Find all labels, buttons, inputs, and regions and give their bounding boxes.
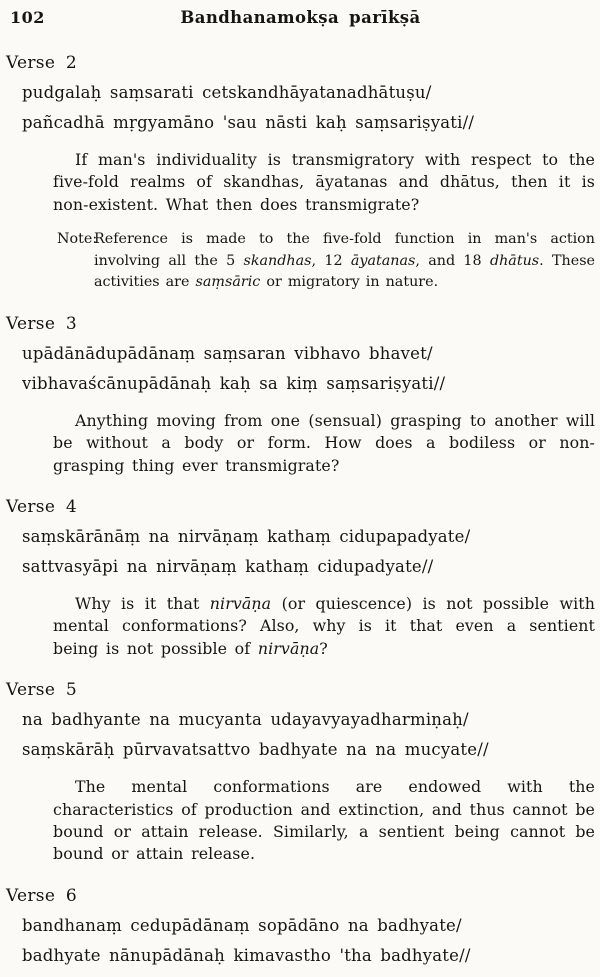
- sanskrit-line: saṃskārānāṃ na nirvāṇaṃ kathaṃ cidupapadyate/: [22, 526, 471, 546]
- sanskrit-line: pañcadhā mṛgyamāno 'sau nāsti kaḥ saṃsariṣyati//: [22, 113, 475, 132]
- verse-section: [6, 312, 595, 477]
- verse-section: [6, 884, 595, 971]
- verse-section: [6, 51, 595, 294]
- verse-translation: The mental conformations are endowed with the characteristics of production and extinction, and thus cannot be bound or attain release. Similarly, a sentient being cannot be bound or attain release.: [53, 777, 595, 864]
- sanskrit-lines: [6, 78, 595, 138]
- sanskrit-lines: [6, 339, 595, 399]
- verse-translation: Anything moving from one (sensual) grasping to another will be without a body or form. How does a bodiless or non-grasping thing ever transmigrate?: [53, 410, 595, 475]
- page-number: 102: [10, 8, 45, 27]
- sanskrit-line: sattvasyāpi na nirvāṇaṃ kathaṃ cidupadyate//: [22, 556, 434, 576]
- verse-heading: Verse 5: [6, 680, 78, 701]
- note-label: Note:: [57, 231, 98, 248]
- verse-translation: Why is it that nirvāṇa (or quiescence) is not possible with mental conformations? Also, why is it that even a sentient being is not possible of nirvāṇa?: [53, 593, 595, 658]
- verse-heading: Verse 2: [6, 53, 78, 73]
- sanskrit-lines: [6, 911, 595, 971]
- sanskrit-lines: [6, 705, 595, 765]
- sanskrit-line: upādānādupādānaṃ saṃsaran vibhavo bhavet/: [22, 343, 433, 363]
- verses: [6, 51, 595, 971]
- verse-translation: If man's individuality is transmigratory with respect to the five-fold realms of skandhas, āyatanas and dhātus, then it is non-existent. What then does transmigrate?: [53, 150, 595, 214]
- sanskrit-line: badhyate nānupādānaḥ kimavastho 'tha badhyate//: [22, 945, 471, 965]
- sanskrit-line: saṃskārāḥ pūrvavatsattvo badhyate na na mucyate//: [22, 740, 489, 760]
- sanskrit-line: pudgalaḥ saṃsarati cetskandhāyatanadhātuṣu/: [22, 83, 432, 102]
- verse-note: [57, 229, 595, 294]
- sanskrit-line: na badhyante na mucyanta udayavyayadharmiṇaḥ/: [22, 710, 469, 730]
- sanskrit-line: vibhavaścānupādānaḥ kaḥ sa kiṃ saṃsariṣyati//: [22, 373, 446, 393]
- verse-heading: Verse 3: [6, 313, 78, 334]
- verse-heading: Verse 6: [6, 885, 78, 906]
- note-text: Reference is made to the five-fold function in man's action involving all the 5 skandhas, 12 āyatanas, and 18 dhātus. These activities are saṃsāric or migratory in nature.: [94, 231, 595, 291]
- page-header: [6, 8, 595, 30]
- page-title: Bandhanamokṣa parīkṣā: [180, 8, 421, 27]
- verse-section: [6, 495, 595, 660]
- sanskrit-lines: [6, 522, 595, 582]
- sanskrit-line: bandhanaṃ cedupādānaṃ sopādāno na badhyate/: [22, 915, 462, 935]
- verse-section: [6, 678, 595, 866]
- verse-heading: Verse 4: [6, 496, 78, 517]
